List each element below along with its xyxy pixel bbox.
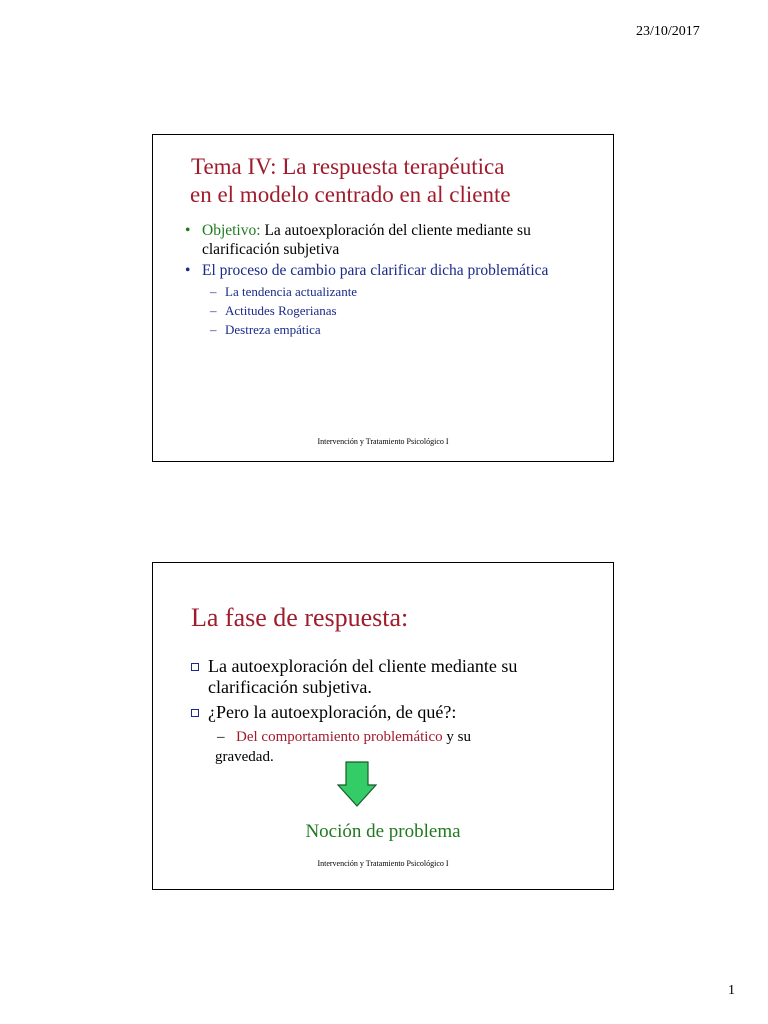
problem-behavior-text: Del comportamiento problemático [236,729,443,745]
objective-text: La autoexploración del cliente mediante su clarificación subjetiva [202,222,531,258]
item-text: ¿Pero la autoexploración, de qué?: [208,702,457,722]
subitem-rest: y su [442,729,471,745]
item-text: La autoexploración del cliente mediante su clarificación subjetiva. [208,656,518,697]
slide-1-bullet-2 [185,261,605,280]
subitem-line-2: gravedad. [215,749,274,765]
slide-1-bullet-1 [185,221,605,259]
slide-1-subitem-2 [185,301,605,320]
dash-icon: – [210,322,217,337]
slide-1-title-line-2: en el modelo centrado en al cliente [190,182,511,207]
dash-icon: – [210,303,217,318]
subitem-text: Destreza empática [225,322,321,337]
slide-1-footer: Intervención y Tratamiento Psicológico I [317,437,449,446]
subitem-text: La tendencia actualizante [225,284,358,299]
slide-1-subitem-1 [185,282,605,301]
page-number: 1 [728,983,735,998]
slide-2-subitem [189,727,599,767]
slide-2-item-1 [189,656,599,698]
change-process-text: El proceso de cambio para clarificar dicha problemática [202,262,549,279]
subitem-text: Actitudes Rogerianas [225,303,337,318]
hollow-square-bullet-icon [191,663,199,671]
slide-2-title: La fase de respuesta: [191,603,409,632]
slide-2-item-2 [189,702,599,723]
slide-2 [152,562,614,890]
down-arrow-icon [337,761,377,807]
objective-label: Objetivo: [202,222,261,239]
slide-2-footer: Intervención y Tratamiento Psicológico I [317,859,449,868]
bullet-dot-icon: • [185,262,191,279]
notion-of-problem: Noción de problema [305,821,461,842]
slide-2-body [189,656,599,767]
dash-icon: – [210,284,217,299]
slide-1-title-line-1: Tema IV: La respuesta terapéutica [191,154,505,179]
slide-1-body [185,221,605,339]
bullet-dot-icon: • [185,222,191,239]
slide-1-subitem-3 [185,320,605,339]
dash-icon: – [217,729,225,745]
hollow-square-bullet-icon [191,709,199,717]
slide-1 [152,134,614,462]
date: 23/10/2017 [636,24,700,39]
